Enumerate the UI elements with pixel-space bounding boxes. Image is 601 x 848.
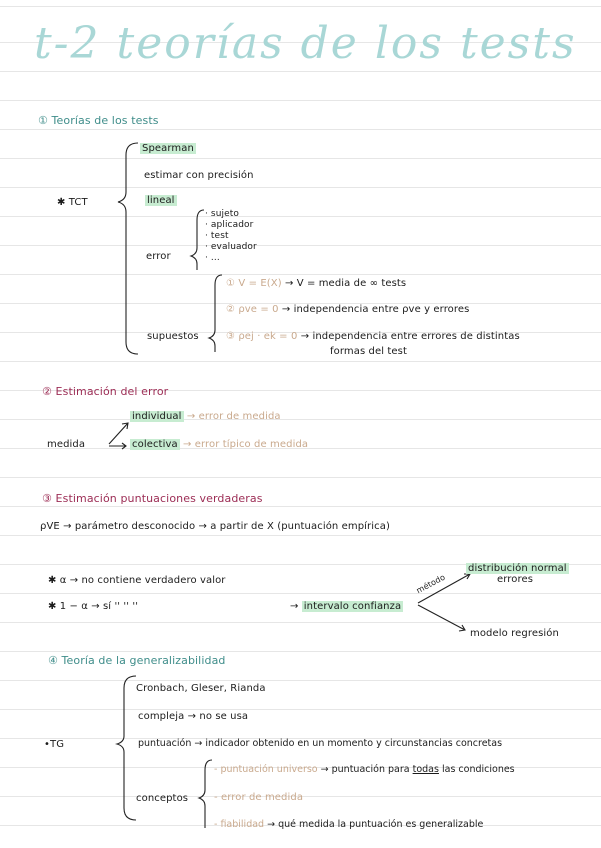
medida-arrow-up [109, 423, 128, 444]
tg-label: •TG [44, 739, 65, 750]
supuesto-2-text: → independencia entre ρve y errores [281, 304, 470, 315]
page-title: t-2 teorías de los tests [34, 18, 577, 69]
error-label: error [146, 251, 171, 262]
spearman-label: Spearman [142, 143, 194, 154]
compleja-line: compleja → no se usa [138, 711, 249, 722]
pve-line: ρVE → parámetro desconocido → a partir de X (puntuación empírica) [40, 521, 390, 532]
puntuacion-line: puntuación → indicador obtenido en un momento y circunstancias concretas [138, 738, 503, 749]
medida-arrow-right [109, 443, 126, 449]
alpha-line: ✱ α → no contiene verdadero valor [48, 575, 226, 586]
error-brace [191, 210, 204, 270]
puntuacion-universo-label: - puntuación universo [214, 764, 318, 775]
tct-brace [118, 143, 138, 354]
section-2-heading: ② Estimación del error [42, 385, 169, 398]
supuesto-1-formula: ① V = E(X) [226, 278, 282, 289]
one-minus-alpha-line: ✱ 1 − α → sí '' '' '' [48, 601, 139, 612]
supuestos-brace [209, 275, 222, 352]
conceptos-label: conceptos [136, 793, 189, 804]
error-item: · aplicador [205, 220, 254, 230]
section-4-heading: ④ Teoría de la generalizabilidad [48, 654, 226, 667]
section-3-heading: ③ Estimación puntuaciones verdaderas [42, 492, 263, 505]
authors-line: Cronbach, Gleser, Rianda [136, 683, 266, 694]
fiabilidad-def: → qué medida la puntuación es generalizable [267, 819, 484, 830]
error-item: · evaluador [205, 242, 257, 252]
individual-label: individual [132, 411, 182, 422]
error-de-medida-label: - error de medida [214, 792, 304, 803]
intervalo-confianza-label: intervalo confianza [303, 601, 402, 612]
error-list [205, 209, 257, 264]
section-1-heading: ① Teorías de los tests [38, 114, 159, 127]
error-item: · ... [205, 253, 220, 263]
fiabilidad-label: - fiabilidad [214, 819, 265, 830]
supuesto-3-text: → independencia entre errores de distintas [300, 331, 520, 342]
puntuacion-universo-def: → puntuación para [320, 764, 410, 775]
error-item: · test [205, 231, 229, 241]
supuesto-3-continuation: formas del test [330, 346, 407, 357]
supuestos-label: supuestos [147, 331, 199, 342]
distribucion-normal-label: distribución normal [468, 563, 567, 574]
todas-underlined: todas [412, 764, 439, 775]
tct-label: ✱ TCT [57, 197, 88, 208]
supuesto-2-formula: ② ρve = 0 [226, 304, 279, 315]
colectiva-label: colectiva [132, 439, 178, 450]
supuesto-3-formula: ③ ρej · ek = 0 [226, 331, 298, 342]
individual-result: → error de medida [186, 411, 281, 422]
medida-label: medida [47, 439, 86, 450]
condiciones-text: las condiciones [441, 764, 515, 775]
tg-brace [117, 676, 136, 820]
error-item: · sujeto [205, 209, 239, 219]
modelo-regresion-label: modelo regresión [470, 628, 559, 639]
metodo-arrow-down [418, 605, 465, 631]
colectiva-result: → error típico de medida [182, 439, 309, 450]
estimar-text: estimar con precisión [144, 170, 254, 181]
lineal-label: lineal [147, 195, 175, 206]
errores-label: errores [497, 574, 534, 585]
supuesto-1-text: → V = media de ∞ tests [284, 278, 407, 289]
conceptos-brace [199, 760, 212, 828]
intervalo-arrow: → [290, 601, 299, 612]
metodo-label: método [414, 572, 447, 596]
